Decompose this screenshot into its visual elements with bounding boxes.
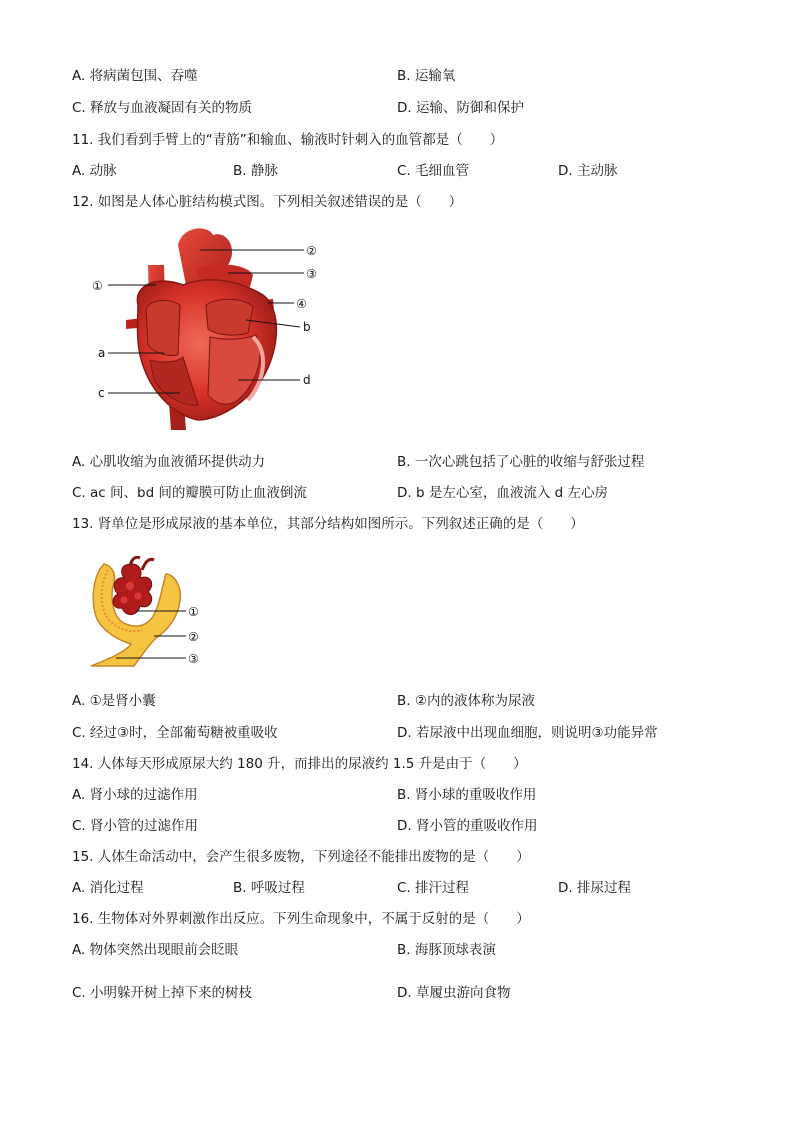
heart-label-3: ③	[306, 267, 317, 281]
q16-option-a: A. 物体突然出现眼前会眨眼	[72, 942, 239, 958]
q10-option-b: B. 运输氧	[397, 68, 456, 84]
q15-stem: 15. 人体生命活动中，会产生很多废物，下列途径不能排出废物的是（ ）	[72, 849, 530, 865]
q10-option-c: C. 释放与血液凝固有关的物质	[72, 100, 253, 116]
q11-stem: 11. 我们看到手臂上的“青筋”和输血、输液时针刺入的血管都是（ ）	[72, 132, 504, 148]
heart-label-4: ④	[296, 297, 307, 311]
nephron-label-3: ③	[188, 652, 199, 666]
q15-option-d: D. 排尿过程	[558, 880, 631, 896]
nephron-label-1: ①	[188, 605, 199, 619]
q15-option-c: C. 排汗过程	[397, 880, 470, 896]
q13-stem: 13. 肾单位是形成尿液的基本单位，其部分结构如图所示。下列叙述正确的是（ ）	[72, 516, 584, 532]
q10-option-a: A. 将病菌包围、吞噬	[72, 68, 198, 84]
heart-label-b: b	[303, 320, 311, 334]
efferent-arteriole	[142, 559, 154, 570]
q11-option-a: A. 动脉	[72, 163, 117, 179]
q15-option-b: B. 呼吸过程	[233, 880, 305, 896]
q14-stem: 14. 人体每天形成原尿大约 180 升，而排出的尿液约 1.5 升是由于（ ）	[72, 756, 527, 772]
q13-option-a: A. ①是肾小囊	[72, 693, 156, 709]
heart-label-2: ②	[306, 244, 317, 258]
q16-option-c: C. 小明躲开树上掉下来的树枝	[72, 985, 253, 1001]
q15-option-a: A. 消化过程	[72, 880, 144, 896]
q11-option-d: D. 主动脉	[558, 163, 618, 179]
q11-option-b: B. 静脉	[233, 163, 278, 179]
q14-option-b: B. 肾小球的重吸收作用	[397, 787, 537, 803]
q13-option-d: D. 若尿液中出现血细胞，则说明③功能异常	[397, 725, 658, 741]
q10-option-d: D. 运输、防御和保护	[397, 100, 524, 116]
q11-option-c: C. 毛细血管	[397, 163, 470, 179]
q12-option-b: B. 一次心跳包括了心脏的收缩与舒张过程	[397, 454, 645, 470]
q16-option-b: B. 海豚顶球表演	[397, 942, 496, 958]
q12-option-a: A. 心肌收缩为血液循环提供动力	[72, 454, 266, 470]
q14-option-a: A. 肾小球的过滤作用	[72, 787, 198, 803]
glomerulus-loop	[135, 593, 142, 600]
nephron-diagram	[86, 556, 216, 670]
q16-stem: 16. 生物体对外界刺激作出反应。下列生命现象中，不属于反射的是（ ）	[72, 911, 530, 927]
q14-option-d: D. 肾小管的重吸收作用	[397, 818, 538, 834]
q14-option-c: C. 肾小管的过滤作用	[72, 818, 199, 834]
left-atrium-chamber	[206, 299, 253, 335]
q12-stem: 12. 如图是人体心脏结构模式图。下列相关叙述错误的是（ ）	[72, 194, 463, 210]
q12-option-d: D. b 是左心室，血液流入 d 左心房	[397, 485, 608, 501]
glomerulus-loop	[126, 582, 134, 590]
nephron-label-2: ②	[188, 630, 199, 644]
heart-label-c: c	[98, 386, 105, 400]
right-atrium-chamber	[146, 300, 180, 355]
glomerulus	[113, 564, 152, 615]
heart-label-a: a	[98, 346, 106, 360]
q13-option-c: C. 经过③时，全部葡萄糖被重吸收	[72, 725, 278, 741]
q16-option-d: D. 草履虫游向食物	[397, 985, 511, 1001]
heart-label-1: ①	[92, 279, 103, 293]
heart-diagram	[88, 225, 328, 435]
glomerulus-loop	[121, 597, 128, 604]
q12-option-c: C. ac 间、bd 间的瓣膜可防止血液倒流	[72, 485, 307, 501]
q13-option-b: B. ②内的液体称为尿液	[397, 693, 535, 709]
heart-label-d: d	[303, 373, 311, 387]
